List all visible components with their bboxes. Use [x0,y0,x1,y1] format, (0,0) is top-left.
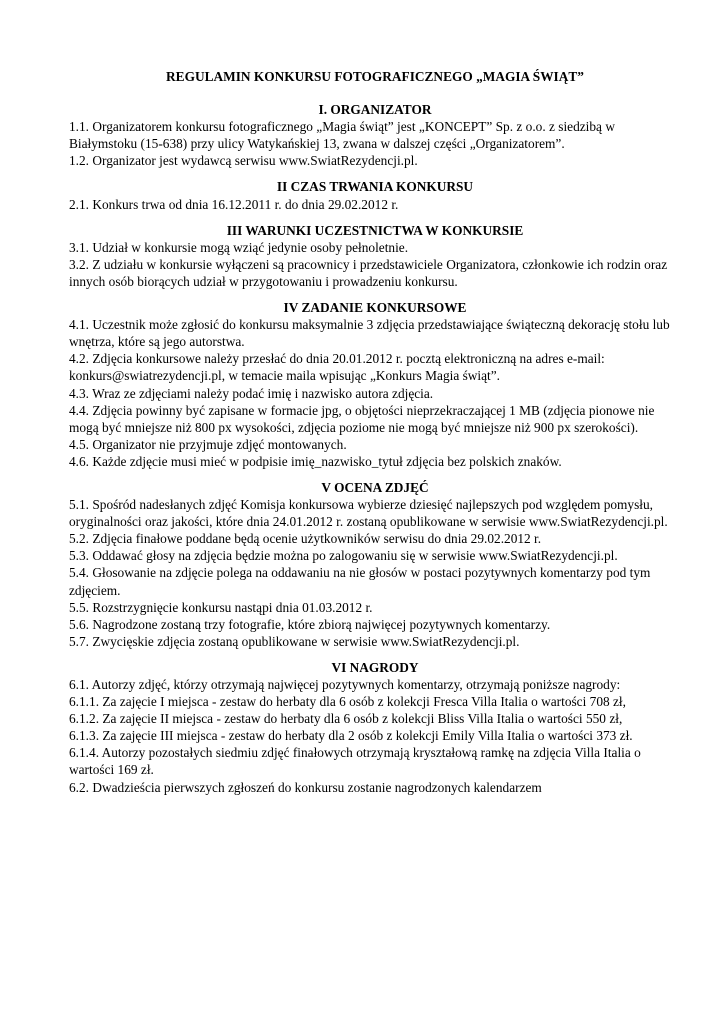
section-heading: V OCENA ZDJĘĆ [321,479,429,495]
paragraph: 5.4. Głosowanie na zdjęcie polega na oddawaniu na nie głosów w postaci pozytywnych komentarzy pod tym zdjęciem. [69,565,651,598]
section-heading: II CZAS TRWANIA KONKURSU [276,179,474,195]
paragraph: 6.1. Autorzy zdjęć, którzy otrzymają najwięcej pozytywnych komentarzy, otrzymają poniższe nagrody: [69,677,621,692]
paragraph: 5.2. Zdjęcia finałowe poddane będą ocenie użytkowników serwisu do dnia 29.02.2012 r. [69,531,542,547]
paragraph: 1.2. Organizator jest wydawcą serwisu www.SwiatRezydencji.pl. [69,153,418,169]
paragraph: 5.5. Rozstrzygnięcie konkursu nastąpi dnia 01.03.2012 r. [69,599,373,615]
paragraph: 6.2. Dwadzieścia pierwszych zgłoszeń do konkursu zostanie nagrodzonych kalendarzem [69,779,542,795]
paragraph: 6.1.3. Za zajęcie III miejsca - zestaw do herbaty dla 2 osób z kolekcji Emily Villa Italia o wartości 373 zł. [69,728,633,744]
paragraph: 5.7. Zwycięskie zdjęcia zostaną opublikowane w serwisie www.SwiatRezydencji.pl. [69,633,520,649]
paragraph: 1.1. Organizatorem konkursu fotograficznego „Magia świąt” jest „KONCEPT” Sp. z o.o. z siedzibą w Białymstoku (15-638) przy ulicy Watykańskiej 13, zwana w dalszej części „Organizatorem”. [69,119,615,152]
section-organizer [69,101,681,169]
section-prizes [69,659,681,796]
section-heading: III WARUNKI UCZESTNICTWA W KONKURSIE [226,222,524,238]
section-heading: VI NAGRODY [331,659,419,675]
document-title: REGULAMIN KONKURSU FOTOGRAFICZNEGO „MAGIA ŚWIĄT” [166,69,584,84]
paragraph: 4.5. Organizator nie przyjmuje zdjęć montowanych. [69,436,347,452]
paragraph: 4.1. Uczestnik może zgłosić do konkursu maksymalnie 3 zdjęcia przedstawiające świąteczną dekorację stołu lub wnętrza, które są jego autorstwa. [69,317,670,350]
section-duration [69,178,681,212]
paragraph: 5.6. Nagrodzone zostaną trzy fotografie, które zbiorą najwięcej pozytywnych komentarzy. [69,616,551,632]
paragraph: 4.3. Wraz ze zdjęciami należy podać imię i nazwisko autora zdjęcia. [69,385,434,401]
paragraph: 4.2. Zdjęcia konkursowe należy przesłać do dnia 20.01.2012 r. pocztą elektroniczną na adres e-mail: konkurs@swiatrezydencji.pl, w temacie maila wpisując „Konkurs Magia świąt”. [69,351,605,384]
section-heading: IV ZADANIE KONKURSOWE [283,300,467,316]
paragraph: 5.3. Oddawać głosy na zdjęcia będzie można po zalogowaniu się w serwisie www.SwiatRezydencji.pl. [69,548,618,564]
section-task [69,299,681,470]
paragraph: 6.1.2. Za zajęcie II miejsca - zestaw do herbaty dla 6 osób z kolekcji Bliss Villa Italia o wartości 550 zł, [69,711,623,727]
paragraph: 4.6. Każde zdjęcie musi mieć w podpisie imię_nazwisko_tytuł zdjęcia bez polskich znaków. [69,453,562,469]
paragraph: 5.1. Spośród nadesłanych zdjęć Komisja konkursowa wybierze dziesięć najlepszych pod względem pomysłu, oryginalności oraz jakości, które dnia 24.01.2012 r. zostaną opublikowane w serwisie www.SwiatRezydencji.pl. [69,497,668,530]
paragraph: 3.2. Z udziału w konkursie wyłączeni są pracownicy i przedstawiciele Organizatora, członkowie ich rodzin oraz innych osób biorących udział w przygotowaniu i prowadzeniu konkursu. [69,256,668,289]
section-evaluation [69,479,681,650]
paragraph: 6.1.1. Za zajęcie I miejsca - zestaw do herbaty dla 6 osób z kolekcji Fresca Villa Italia o wartości 708 zł, [69,694,626,710]
paragraph: 3.1. Udział w konkursie mogą wziąć jedynie osoby pełnoletnie. [69,239,409,255]
paragraph: 2.1. Konkurs trwa od dnia 16.12.2011 r. do dnia 29.02.2012 r. [69,196,399,212]
document-page [69,68,681,805]
paragraph: 4.4. Zdjęcia powinny być zapisane w formacie jpg, o objętości nieprzekraczającej 1 MB (zdjęcia pionowe nie mogą być mniejsze niż 800 px wysokości, zdjęcia poziome nie mogą być mniejsze niż 900 px szerokości). [69,402,655,435]
section-conditions [69,222,681,290]
paragraph: 6.1.4. Autorzy pozostałych siedmiu zdjęć finałowych otrzymają kryształową ramkę na zdjęcia Villa Italia o wartości 169 zł. [69,745,641,778]
section-heading: I. ORGANIZATOR [318,102,432,118]
